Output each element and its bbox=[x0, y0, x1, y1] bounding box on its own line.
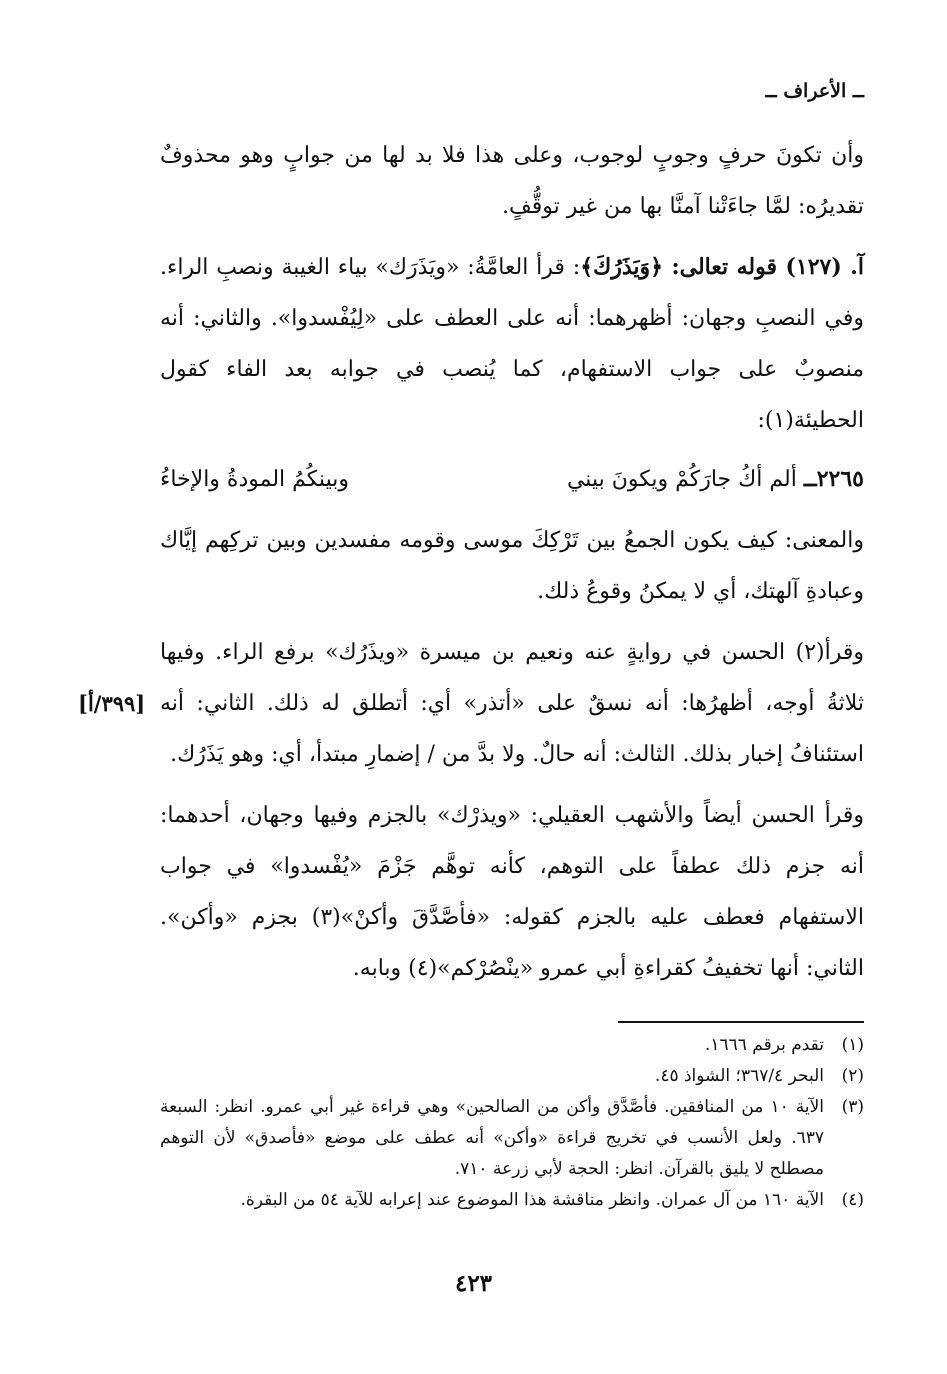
paragraph: وقرأ(٢) الحسن في روايةٍ عنه ونعيم بن ميسرة «ويذَرُك» برفع الراء. وفيها ثلاثةُ أوجه، أظهرُها: أنه نسقٌ على «أتذر» أي: أتطلق له ذلك. الثاني: أنه استئنافُ إخبار بذلك. الثالث: أنه حالٌ. ولا بدَّ من / إضمارِ مبتدأ، أي: وهو يَذَرُك. bbox=[160, 640, 864, 767]
running-title: ــ الأعراف ــ bbox=[765, 80, 864, 102]
poetry-hemistich-second: وبينكُمُ المودةُ والإخاءُ bbox=[160, 467, 349, 492]
footnote-number: (١) bbox=[841, 1035, 864, 1055]
footnote-divider bbox=[618, 1021, 864, 1023]
footnote-text: تقدم برقم ١٦٦٦. bbox=[704, 1035, 824, 1055]
paragraph: وأن تكونَ حرفٍ وجوبٍ لوجوب، وعلى هذا فلا بد لها من جوابٍ وهو محذوفٌ تقديرُه: لمَّا جاءَتْنا آمنَّا بها من غير توقُّفٍ. bbox=[160, 143, 864, 219]
page-number: ٤٢٣ bbox=[454, 1270, 493, 1297]
footnote-item bbox=[160, 1092, 864, 1185]
main-text bbox=[160, 130, 864, 994]
verse-heading: آ. (١٢٧) قوله تعالى: ﴿وَيَذَرُكَ﴾ bbox=[580, 254, 865, 280]
footnote-item bbox=[160, 1061, 864, 1092]
footnote-item bbox=[160, 1030, 864, 1061]
paragraph-text: : قرأ العامَّةُ: «ويَذَرَك» بياء الغيبة ونصبِ الراء. وفي النصبِ وجهان: أظهرهما: أنه على العطف على «لِيُفْسدوا». والثاني: أنه منصوبٌ على جواب الاستفهام، كما يُنصب في جوابه بعد الفاء كقول الحطيئة(١): bbox=[160, 255, 864, 433]
poetry-hemistich-first bbox=[567, 454, 864, 505]
paragraph: والمعنى: كيف يكون الجمعُ بين تَرْكِكَ موسى وقومه مفسدين وبين تركِهم إيَّاك وعبادةِ آلهتك، أي لا يمكنُ وقوعُ ذلك. bbox=[160, 528, 864, 604]
footnotes bbox=[160, 1030, 864, 1216]
footnote-text: الآية ١٠ من المنافقين. فأصَّدَّق وأكن من الصالحين» وهي قراءة غير أبي عمرو. انظر: السبعة ٦٣٧. ولعل الأنسب في تخريج قراءة «وأكن» أنه عطف على موضع «فأصدق» لأن التوهم مصطلح لا يليق بالقرآن. انظر: الحجة لأبي زرعة ٧١٠. bbox=[160, 1097, 824, 1179]
paragraph: وقرأ الحسن أيضاً والأشهب العقيلي: «ويذرْك» بالجزم وفيها وجهان، أحدهما: أنه جزم ذلك عطفاً على التوهم، كأنه توهَّم جَزْمَ «يُفْسدوا» في جواب الاستفهام فعطف عليه بالجزم كقوله: «فأصَّدَّقَ وأكنْ»(٣) بجزم «وأكن». الثاني: أنها تخفيفُ كقراءةِ أبي عمرو «ينْصُرْكم»(٤) وبابه. bbox=[160, 803, 864, 981]
footnote-number: (٢) bbox=[841, 1066, 864, 1086]
footnote-item bbox=[160, 1185, 864, 1216]
footnote-text: الآية ١٦٠ من آل عمران. وانظر مناقشة هذا الموضوع عند إعرابه للآية ٥٤ من البقرة. bbox=[240, 1190, 824, 1210]
poetry-number: ٢٢٦٥ــ bbox=[803, 466, 864, 492]
footnote-number: (٤) bbox=[841, 1190, 864, 1210]
paragraph bbox=[160, 242, 864, 446]
poetry-hemistich-first-text: ألم أكُ جارَكُمْ ويكونَ بيني bbox=[566, 467, 797, 492]
footnote-number: (٣) bbox=[841, 1097, 864, 1117]
poetry-line bbox=[160, 454, 864, 505]
footnote-text: البحر ٣٦٧/٤؛ الشواذ ٤٥. bbox=[654, 1066, 824, 1086]
manuscript-folio-marker: [٣٩٩/أ] bbox=[78, 691, 146, 716]
